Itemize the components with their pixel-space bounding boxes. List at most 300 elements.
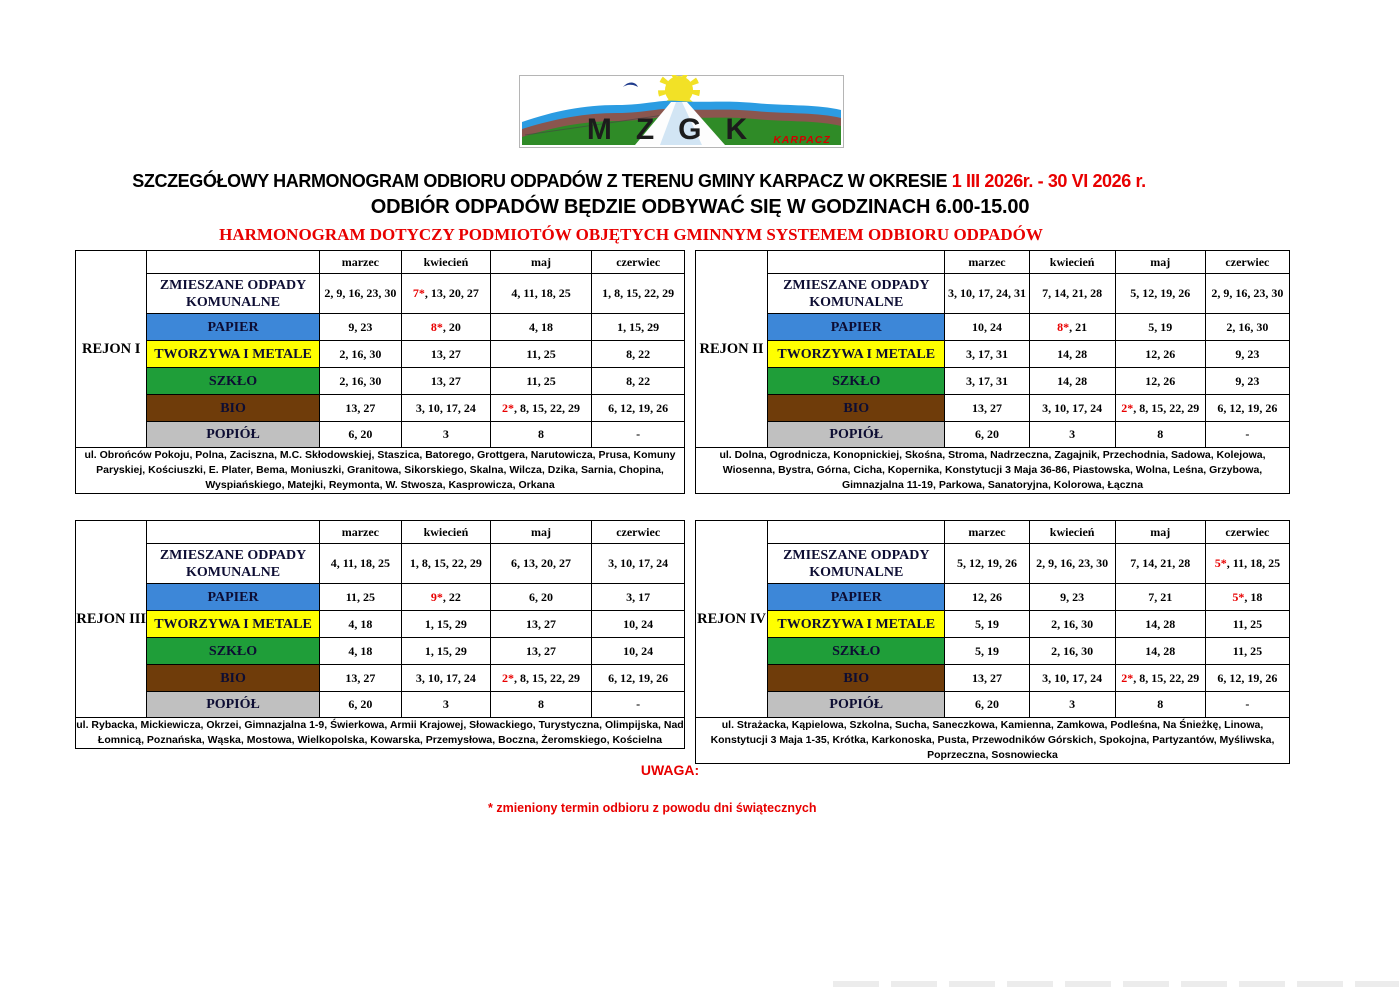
category-label: SZKŁO — [147, 638, 319, 665]
date-cell — [1115, 341, 1205, 368]
date-regular: 7, 14, 21, 28 — [1042, 286, 1103, 300]
table-header-row — [696, 521, 1290, 544]
date-regular: 3, 10, 17, 24, 31 — [947, 286, 1026, 300]
region-label: REJON III — [76, 521, 147, 718]
category-header-spacer — [147, 251, 319, 274]
month-header: maj — [1115, 521, 1205, 544]
date-cell — [1029, 422, 1115, 448]
logo-city-text: KARPACZ — [773, 134, 831, 146]
category-label: POPIÓŁ — [768, 692, 945, 718]
date-regular: 6, 20 — [348, 427, 373, 441]
date-cell — [592, 544, 685, 584]
date-cell — [490, 274, 592, 314]
date-regular: 11, 25 — [1232, 616, 1263, 631]
date-cell — [319, 422, 402, 448]
month-header: marzec — [945, 521, 1029, 544]
category-label: ZMIESZANE ODPADY KOMUNALNE — [147, 544, 319, 584]
month-header: czerwiec — [592, 521, 685, 544]
date-cell — [490, 665, 592, 692]
region-block-rejon-ii — [695, 250, 1290, 508]
date-regular: 6, 13, 20, 27 — [511, 556, 572, 570]
region-block-rejon-i — [75, 250, 685, 508]
date-regular: 8 — [1157, 697, 1164, 711]
system-scope-line: HARMONOGRAM DOTYCZY PODMIOTÓW OBJĘTYCH GMINNYM SYSTEMEM ODBIORU ODPADÓW — [219, 225, 1043, 244]
streets-row — [76, 448, 685, 494]
date-regular: 14, 28 — [1145, 616, 1176, 631]
category-row — [76, 341, 685, 368]
category-row — [696, 274, 1290, 314]
date-cell — [1205, 638, 1289, 665]
date-cell — [402, 341, 491, 368]
date-cell — [1205, 422, 1289, 448]
date-cell — [490, 611, 592, 638]
streets-row — [696, 448, 1290, 494]
date-cell — [319, 611, 402, 638]
date-changed: 2* — [502, 400, 515, 415]
date-cell — [1029, 611, 1115, 638]
date-regular: 2, 16, 30 — [339, 373, 382, 388]
date-changed: 7* — [412, 286, 425, 300]
date-changed: 5* — [1232, 589, 1245, 604]
region-label: REJON II — [696, 251, 768, 448]
date-regular: 11, 25 — [345, 589, 376, 604]
date-cell — [1205, 584, 1289, 611]
date-cell — [319, 638, 402, 665]
date-regular: 13, 27 — [430, 346, 461, 361]
mzgk-logo-graphic — [519, 75, 844, 148]
month-header: maj — [490, 251, 592, 274]
category-row — [696, 422, 1290, 448]
date-regular: 13, 27 — [526, 616, 557, 631]
date-regular: 3 — [1069, 697, 1076, 711]
category-label: TWORZYWA I METALE — [768, 341, 945, 368]
table-header-row — [696, 251, 1290, 274]
category-header-spacer — [768, 521, 945, 544]
date-cell — [592, 665, 685, 692]
date-cell — [1205, 692, 1289, 718]
date-regular: 6, 12, 19, 26 — [608, 670, 669, 685]
date-regular: 11, 25 — [526, 346, 556, 361]
date-cell — [319, 274, 402, 314]
date-cell — [1115, 611, 1205, 638]
table-header-row — [76, 251, 685, 274]
date-cell — [1029, 368, 1115, 395]
date-cell — [402, 611, 491, 638]
streets-list: ul. Dolna, Ogrodnicza, Konopnickiej, Skośna, Stroma, Nadrzeczna, Zagajnik, Przechodnia, Sadowa, Kolejowa, Wiosenna, Bystra, Górna, Cicha, Kopernika, Konstytucji 3 Maja 36-86, Piastowska, Wolna, Leśna, Grzybowa, Gimnazjalna 11-19, Parkowa, Sanatoryjna, Kolorowa, Łączna — [696, 448, 1290, 494]
date-cell — [402, 274, 491, 314]
date-cell — [592, 692, 685, 718]
date-regular: 2, 16, 30 — [1051, 616, 1094, 631]
table-header-row — [76, 521, 685, 544]
date-regular: 1, 15, 29 — [424, 643, 467, 658]
category-row — [76, 665, 685, 692]
date-regular: - — [1245, 697, 1250, 711]
date-regular: 9, 23 — [1060, 589, 1085, 604]
category-row — [76, 395, 685, 422]
category-label: POPIÓŁ — [147, 692, 319, 718]
date-cell — [945, 544, 1029, 584]
category-label: POPIÓŁ — [147, 422, 319, 448]
category-row — [696, 395, 1290, 422]
date-regular: 3, 10, 17, 24 — [415, 670, 476, 685]
category-label: PAPIER — [768, 584, 945, 611]
date-cell — [319, 692, 402, 718]
date-cell — [945, 314, 1029, 341]
date-regular: 6, 20 — [348, 697, 373, 711]
date-cell — [945, 274, 1029, 314]
category-label: SZKŁO — [147, 368, 319, 395]
date-regular: 5, 12, 19, 26 — [956, 556, 1017, 570]
date-cell — [402, 544, 491, 584]
date-regular: 14, 28 — [1057, 373, 1088, 388]
date-cell — [1029, 274, 1115, 314]
category-row — [76, 611, 685, 638]
document-title — [0, 171, 1278, 192]
date-regular: 8, 22 — [626, 373, 651, 388]
date-regular: 2, 16, 30 — [339, 346, 382, 361]
date-regular: 13, 27 — [345, 400, 376, 415]
category-label: BIO — [768, 665, 945, 692]
streets-row — [696, 718, 1290, 764]
page-edge-artifact — [833, 981, 1399, 987]
date-cell — [1205, 274, 1289, 314]
date-regular: , 13, 20, 27 — [424, 286, 479, 300]
month-header: czerwiec — [1205, 521, 1289, 544]
date-regular: 12, 26 — [1145, 346, 1176, 361]
category-row — [696, 544, 1290, 584]
mzgk-logo — [519, 75, 844, 148]
schedule-tables-grid — [75, 250, 1290, 764]
region-label: REJON IV — [696, 521, 768, 718]
date-regular: , 21 — [1069, 319, 1088, 334]
category-header-spacer — [768, 251, 945, 274]
category-label: ZMIESZANE ODPADY KOMUNALNE — [147, 274, 319, 314]
date-cell — [945, 584, 1029, 611]
date-cell — [490, 341, 592, 368]
date-cell — [1115, 274, 1205, 314]
date-regular: 6, 20 — [529, 589, 554, 604]
date-regular: 6, 12, 19, 26 — [1217, 400, 1278, 415]
date-regular: 4, 18 — [348, 616, 373, 631]
date-cell — [1029, 692, 1115, 718]
date-regular: 3, 10, 17, 24 — [1042, 400, 1103, 415]
date-regular: - — [636, 427, 641, 441]
date-cell — [592, 274, 685, 314]
date-changed: 8* — [1057, 319, 1070, 334]
category-row — [76, 638, 685, 665]
date-regular: 11, 25 — [1232, 643, 1263, 658]
month-header: marzec — [319, 521, 402, 544]
date-changed: 2* — [1121, 670, 1134, 685]
month-header: czerwiec — [592, 251, 685, 274]
category-label: BIO — [768, 395, 945, 422]
date-regular: 5, 19 — [1148, 319, 1173, 334]
date-cell — [1115, 584, 1205, 611]
date-regular: 1, 15, 29 — [617, 319, 660, 334]
date-cell — [592, 584, 685, 611]
date-cell — [592, 341, 685, 368]
date-cell — [319, 341, 402, 368]
date-regular: 3, 17, 31 — [965, 373, 1008, 388]
region-block-rejon-iv — [695, 520, 1290, 764]
date-regular: 8 — [538, 697, 545, 711]
category-label: SZKŁO — [768, 368, 945, 395]
date-regular: 13, 27 — [971, 670, 1002, 685]
date-regular: 3, 17, 31 — [965, 346, 1008, 361]
date-cell — [402, 692, 491, 718]
date-regular: 3, 10, 17, 24 — [608, 556, 669, 570]
date-regular: 13, 27 — [526, 643, 557, 658]
date-regular: 2, 16, 30 — [1051, 643, 1094, 658]
date-cell — [1115, 422, 1205, 448]
category-label: SZKŁO — [768, 638, 945, 665]
date-cell — [592, 395, 685, 422]
date-regular: 1, 8, 15, 22, 29 — [602, 286, 675, 300]
date-cell — [319, 368, 402, 395]
date-changed: 9* — [430, 589, 443, 604]
date-regular: 3 — [1069, 427, 1076, 441]
schedule-table-rejon-iv — [695, 520, 1290, 764]
date-cell — [402, 665, 491, 692]
date-cell — [1205, 665, 1289, 692]
date-regular: , 8, 15, 22, 29 — [514, 670, 581, 685]
date-cell — [490, 314, 592, 341]
date-regular: 13, 27 — [971, 400, 1002, 415]
date-cell — [945, 692, 1029, 718]
date-regular: 2, 9, 16, 23, 30 — [324, 286, 397, 300]
category-label: TWORZYWA I METALE — [147, 611, 319, 638]
date-regular: 6, 12, 19, 26 — [608, 400, 669, 415]
month-header: maj — [1115, 251, 1205, 274]
category-label: BIO — [147, 395, 319, 422]
date-regular: 5, 19 — [974, 643, 999, 658]
date-cell — [319, 665, 402, 692]
date-regular: 6, 20 — [974, 697, 999, 711]
date-cell — [1115, 638, 1205, 665]
date-cell — [1205, 544, 1289, 584]
date-regular: 7, 14, 21, 28 — [1130, 556, 1191, 570]
date-regular: 3 — [442, 697, 449, 711]
category-label: BIO — [147, 665, 319, 692]
date-regular: 9, 23 — [348, 319, 373, 334]
category-label: PAPIER — [768, 314, 945, 341]
date-regular: 8, 22 — [626, 346, 651, 361]
category-row — [76, 422, 685, 448]
category-row — [76, 314, 685, 341]
category-row — [696, 584, 1290, 611]
date-cell — [592, 422, 685, 448]
date-cell — [490, 395, 592, 422]
title-period-label: SZCZEGÓŁOWY HARMONOGRAM ODBIORU ODPADÓW Z TERENU GMINY KARPACZ W OKRESIE — [132, 171, 952, 191]
date-regular: 8 — [538, 427, 545, 441]
date-cell — [319, 314, 402, 341]
schedule-table-rejon-i — [75, 250, 685, 494]
date-cell — [945, 395, 1029, 422]
date-cell — [1115, 665, 1205, 692]
date-cell — [1115, 314, 1205, 341]
date-regular: 12, 26 — [1145, 373, 1176, 388]
date-regular: 11, 25 — [526, 373, 556, 388]
date-cell — [402, 638, 491, 665]
date-regular: , 8, 15, 22, 29 — [514, 400, 581, 415]
date-regular: 4, 18 — [348, 643, 373, 658]
date-regular: 4, 18 — [529, 319, 554, 334]
date-cell — [945, 611, 1029, 638]
date-regular: 10, 24 — [623, 616, 654, 631]
date-regular: 9, 23 — [1235, 346, 1260, 361]
date-regular: 2, 9, 16, 23, 30 — [1211, 286, 1284, 300]
category-row — [696, 611, 1290, 638]
date-cell — [319, 544, 402, 584]
category-row — [76, 584, 685, 611]
date-cell — [592, 611, 685, 638]
date-cell — [319, 584, 402, 611]
date-cell — [1115, 368, 1205, 395]
date-regular: 4, 11, 18, 25 — [330, 556, 391, 570]
date-regular: 2, 9, 16, 23, 30 — [1036, 556, 1109, 570]
category-row — [696, 638, 1290, 665]
date-cell — [1029, 665, 1115, 692]
date-cell — [1115, 692, 1205, 718]
category-row — [76, 368, 685, 395]
date-cell — [592, 314, 685, 341]
date-regular: , 11, 18, 25 — [1226, 556, 1281, 570]
category-row — [76, 692, 685, 718]
date-cell — [1205, 611, 1289, 638]
uwaga-heading: UWAGA: — [640, 762, 700, 778]
date-cell — [1029, 314, 1115, 341]
collection-hours-line: ODBIÓR ODPADÓW BĘDZIE ODBYWAĆ SIĘ W GODZINACH 6.00-15.00 — [370, 196, 1030, 218]
category-row — [696, 665, 1290, 692]
date-regular: 4, 11, 18, 25 — [511, 286, 571, 300]
date-cell — [1115, 544, 1205, 584]
logo-org-text: MZGK — [586, 113, 772, 146]
schedule-table-rejon-iii — [75, 520, 685, 749]
date-regular: 3, 10, 17, 24 — [415, 400, 476, 415]
date-regular: 12, 26 — [971, 589, 1002, 604]
date-cell — [402, 395, 491, 422]
date-cell — [592, 368, 685, 395]
date-regular: , 8, 15, 22, 29 — [1133, 400, 1200, 415]
asterisk-note: * zmieniony termin odbioru z powodu dni świątecznych — [488, 801, 817, 815]
month-header: marzec — [319, 251, 402, 274]
date-regular: 3, 10, 17, 24 — [1042, 670, 1103, 685]
date-regular: 5, 19 — [974, 616, 999, 631]
category-label: PAPIER — [147, 314, 319, 341]
date-cell — [1029, 341, 1115, 368]
schedule-table-rejon-ii — [695, 250, 1290, 494]
date-cell — [1205, 368, 1289, 395]
date-cell — [490, 368, 592, 395]
date-cell — [490, 422, 592, 448]
streets-list: ul. Strażacka, Kąpielowa, Szkolna, Sucha, Saneczkowa, Kamienna, Zamkowa, Podleśna, Na Śnieżkę, Linowa, Konstytucji 3 Maja 1-35, Krótka, Karkonoska, Pusta, Przewodników Górskich, Spokojna, Partyzantów, Myśliwska, Poprzeczna, Sosnowiecka — [696, 718, 1290, 764]
category-row — [696, 341, 1290, 368]
region-block-rejon-iii — [75, 520, 685, 764]
date-regular: 8 — [1157, 427, 1164, 441]
category-label: TWORZYWA I METALE — [147, 341, 319, 368]
date-cell — [490, 638, 592, 665]
category-row — [76, 274, 685, 314]
region-label: REJON I — [76, 251, 147, 448]
date-regular: 9, 23 — [1235, 373, 1260, 388]
date-regular: 14, 28 — [1057, 346, 1088, 361]
category-label: ZMIESZANE ODPADY KOMUNALNE — [768, 544, 945, 584]
date-cell — [945, 422, 1029, 448]
date-changed: 8* — [430, 319, 443, 334]
date-regular: 14, 28 — [1145, 643, 1176, 658]
date-cell — [945, 665, 1029, 692]
streets-list: ul. Obrońców Pokoju, Polna, Zaciszna, M.C. Skłodowskiej, Staszica, Batorego, Grottgera, Narutowicza, Prusa, Komuny Paryskiej, Kościuszki, E. Plater, Bema, Moniuszki, Granitowa, Sikorskiego, Skalna, Wilcza, Dzika, Sarnia, Chopina, Wyspiańskiego, Matejki, Reymonta, W. Stwosza, Kasprowicza, Orkana — [76, 448, 685, 494]
date-cell — [1205, 341, 1289, 368]
date-regular: 6, 12, 19, 26 — [1217, 670, 1278, 685]
category-label: POPIÓŁ — [768, 422, 945, 448]
date-regular: 1, 8, 15, 22, 29 — [409, 556, 482, 570]
date-regular: 10, 24 — [971, 319, 1002, 334]
category-row — [696, 692, 1290, 718]
streets-row — [76, 718, 685, 749]
date-cell — [490, 584, 592, 611]
date-regular: 3, 17 — [626, 589, 651, 604]
category-row — [696, 368, 1290, 395]
date-regular: 3 — [442, 427, 449, 441]
date-regular: 13, 27 — [345, 670, 376, 685]
date-cell — [319, 395, 402, 422]
title-period-dates: 1 III 2026r. - 30 VI 2026 r. — [951, 171, 1146, 191]
date-cell — [1205, 314, 1289, 341]
date-regular: 10, 24 — [623, 643, 654, 658]
date-cell — [1029, 544, 1115, 584]
date-cell — [945, 341, 1029, 368]
category-label: ZMIESZANE ODPADY KOMUNALNE — [768, 274, 945, 314]
month-header: czerwiec — [1205, 251, 1289, 274]
month-header: kwiecień — [1029, 521, 1115, 544]
date-changed: 2* — [1121, 400, 1134, 415]
date-regular: 13, 27 — [430, 373, 461, 388]
month-header: marzec — [945, 251, 1029, 274]
category-label: PAPIER — [147, 584, 319, 611]
date-cell — [490, 544, 592, 584]
category-row — [696, 314, 1290, 341]
date-regular: - — [636, 697, 641, 711]
date-regular: 5, 12, 19, 26 — [1130, 286, 1191, 300]
date-regular: , 22 — [442, 589, 461, 604]
date-cell — [1029, 395, 1115, 422]
category-label: TWORZYWA I METALE — [768, 611, 945, 638]
month-header: kwiecień — [1029, 251, 1115, 274]
date-regular: 2, 16, 30 — [1226, 319, 1269, 334]
date-regular: , 8, 15, 22, 29 — [1133, 670, 1200, 685]
date-regular: , 20 — [442, 319, 461, 334]
date-cell — [1029, 638, 1115, 665]
date-cell — [1029, 584, 1115, 611]
category-row — [76, 544, 685, 584]
date-regular: 1, 15, 29 — [424, 616, 467, 631]
streets-list: ul. Rybacka, Mickiewicza, Okrzei, Gimnazjalna 1-9, Świerkowa, Armii Krajowej, Słowackiego, Turystyczna, Olimpijska, Nad Łomnicą, Poznańska, Wąska, Mostowa, Wielkopolska, Kowarska, Przemysłowa, Boczna, Żeromskiego, Kościelna — [76, 718, 685, 749]
date-regular: , 18 — [1244, 589, 1263, 604]
date-cell — [402, 422, 491, 448]
month-header: kwiecień — [402, 251, 491, 274]
date-changed: 2* — [502, 670, 515, 685]
category-header-spacer — [147, 521, 319, 544]
date-regular: - — [1245, 427, 1250, 441]
date-cell — [402, 368, 491, 395]
date-cell — [945, 368, 1029, 395]
date-cell — [490, 692, 592, 718]
date-regular: 7, 21 — [1148, 589, 1173, 604]
date-cell — [592, 638, 685, 665]
date-regular: 6, 20 — [974, 427, 999, 441]
date-cell — [1205, 395, 1289, 422]
